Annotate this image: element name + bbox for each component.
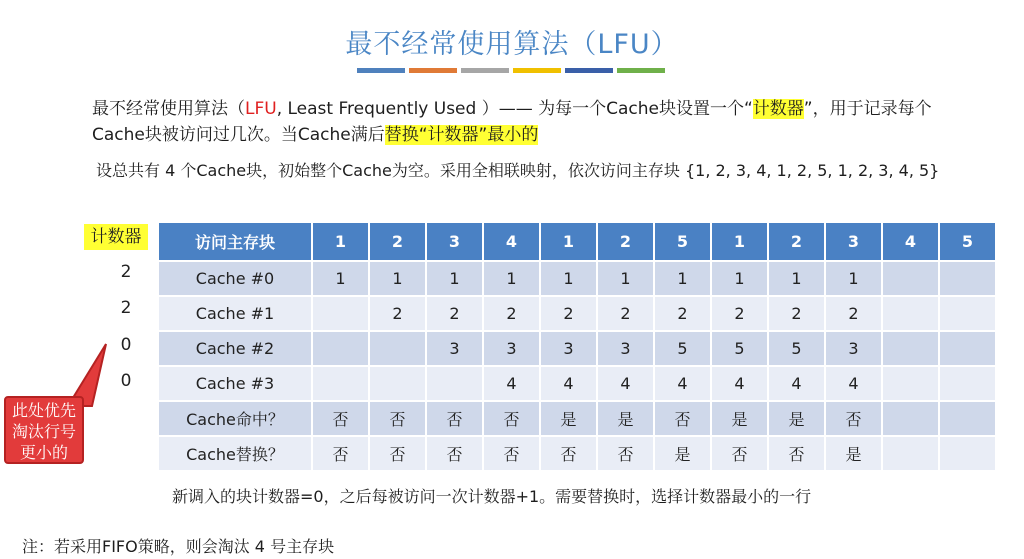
table-cell xyxy=(882,366,939,401)
table-cell: 2 xyxy=(369,296,426,331)
callout-note xyxy=(4,396,84,464)
table-cell: 2 xyxy=(768,296,825,331)
row-label: Cache #3 xyxy=(158,366,312,401)
header-access-1: 2 xyxy=(369,222,426,261)
title-bar-segment xyxy=(565,68,613,73)
fifo-note: 注：若采用FIFO策略，则会淘汰 4 号主存块 xyxy=(22,537,335,556)
table-cell xyxy=(939,331,996,366)
header-access-5: 2 xyxy=(597,222,654,261)
table-cell: 2 xyxy=(654,296,711,331)
row-label: Cache #2 xyxy=(158,331,312,366)
intro-replace-highlight: 替换“计数器”最小的 xyxy=(384,125,539,145)
table-cell: 否 xyxy=(825,401,882,436)
table-cell xyxy=(369,331,426,366)
table-cell xyxy=(882,436,939,471)
table-cell xyxy=(939,436,996,471)
table-cell: 2 xyxy=(540,296,597,331)
page-title: 最不经常使用算法（LFU） xyxy=(345,29,679,60)
row-label: Cache #1 xyxy=(158,296,312,331)
title-decoration xyxy=(357,68,665,73)
table-cell: 3 xyxy=(483,331,540,366)
table-cell: 2 xyxy=(711,296,768,331)
callout-line-2: 淘汰行号 xyxy=(11,422,76,441)
table-cell xyxy=(939,366,996,401)
counter-value-3: 0 xyxy=(120,371,132,391)
table-cell: 1 xyxy=(768,261,825,296)
table-cell: 3 xyxy=(426,331,483,366)
table-row xyxy=(158,296,996,331)
callout-line-1: 此处优先 xyxy=(11,401,76,420)
table-cell: 否 xyxy=(654,401,711,436)
header-access-9: 3 xyxy=(825,222,882,261)
title-bar-segment xyxy=(513,68,561,73)
table-cell: 1 xyxy=(654,261,711,296)
table-row xyxy=(158,401,996,436)
header-access-11: 5 xyxy=(939,222,996,261)
table-cell: 2 xyxy=(597,296,654,331)
table-cell xyxy=(939,401,996,436)
table-cell: 4 xyxy=(711,366,768,401)
intro-text-1: 最不经常使用算法（ xyxy=(92,99,245,119)
header-access-0: 1 xyxy=(312,222,369,261)
row-label: Cache #0 xyxy=(158,261,312,296)
table-cell: 1 xyxy=(483,261,540,296)
table-row xyxy=(158,261,996,296)
header-access-4: 1 xyxy=(540,222,597,261)
table-cell: 3 xyxy=(825,331,882,366)
title-bar-segment xyxy=(461,68,509,73)
counter-label: 计数器 xyxy=(84,224,148,250)
table-cell: 4 xyxy=(540,366,597,401)
table-cell xyxy=(882,401,939,436)
intro-counter-highlight: 计数器 xyxy=(752,99,804,119)
table-cell: 5 xyxy=(768,331,825,366)
table-cell: 否 xyxy=(711,436,768,471)
table-row xyxy=(158,436,996,471)
table-cell xyxy=(882,261,939,296)
callout-line-3: 更小的 xyxy=(19,443,68,462)
intro-paragraph xyxy=(92,96,972,148)
table-cell xyxy=(369,366,426,401)
table-cell: 2 xyxy=(426,296,483,331)
table-cell xyxy=(882,296,939,331)
header-access-10: 4 xyxy=(882,222,939,261)
setup-paragraph: 设总共有 4 个Cache块，初始整个Cache为空。采用全相联映射，依次访问主存块 {1, 2, 3, 4, 1, 2, 5, 1, 2, 3, 4, 5} xyxy=(96,161,940,180)
table-cell: 2 xyxy=(483,296,540,331)
table-cell: 是 xyxy=(540,401,597,436)
table-cell: 4 xyxy=(597,366,654,401)
table-cell: 否 xyxy=(597,436,654,471)
table-cell: 否 xyxy=(312,436,369,471)
table-cell: 1 xyxy=(540,261,597,296)
table-cell: 1 xyxy=(825,261,882,296)
table-cell: 是 xyxy=(654,436,711,471)
table-cell: 否 xyxy=(426,436,483,471)
table-cell: 3 xyxy=(540,331,597,366)
counter-value-1: 2 xyxy=(120,298,132,318)
intro-text-2: , Least Frequently Used ）—— 为每一个Cache块设置一个“ xyxy=(276,99,753,119)
table-cell: 1 xyxy=(597,261,654,296)
header-access-3: 4 xyxy=(483,222,540,261)
table-cell: 1 xyxy=(312,261,369,296)
table-cell: 4 xyxy=(768,366,825,401)
table-cell: 否 xyxy=(540,436,597,471)
table-cell xyxy=(312,331,369,366)
table-cell: 否 xyxy=(483,401,540,436)
header-access-7: 1 xyxy=(711,222,768,261)
table-cell: 4 xyxy=(825,366,882,401)
row-label: Cache替换？ xyxy=(158,436,312,471)
intro-lfu-abbr: LFU xyxy=(245,99,277,119)
table-row xyxy=(158,366,996,401)
table-cell: 1 xyxy=(426,261,483,296)
counter-rule-note: 新调入的块计数器=0，之后每被访问一次计数器+1。需要替换时，选择计数器最小的一行 xyxy=(172,487,812,506)
table-cell: 1 xyxy=(369,261,426,296)
row-label: Cache命中？ xyxy=(158,401,312,436)
table-cell xyxy=(426,366,483,401)
table-cell xyxy=(939,261,996,296)
table-cell xyxy=(312,366,369,401)
table-cell: 否 xyxy=(426,401,483,436)
title-bar-segment xyxy=(617,68,665,73)
cache-table xyxy=(157,221,997,472)
table-cell: 4 xyxy=(483,366,540,401)
table-cell: 否 xyxy=(312,401,369,436)
table-cell: 是 xyxy=(825,436,882,471)
table-cell: 5 xyxy=(654,331,711,366)
table-cell: 2 xyxy=(825,296,882,331)
table-cell: 否 xyxy=(768,436,825,471)
table-cell: 否 xyxy=(369,436,426,471)
intro-text-3: ”，用于记录每个Cache块被访问过几次。当Cache满后 xyxy=(92,99,932,145)
counter-value-0: 2 xyxy=(120,262,132,282)
table-cell xyxy=(312,296,369,331)
table-row xyxy=(158,331,996,366)
table-cell: 否 xyxy=(369,401,426,436)
table-cell: 是 xyxy=(711,401,768,436)
table-cell: 5 xyxy=(711,331,768,366)
table-cell: 是 xyxy=(597,401,654,436)
table-header-row xyxy=(158,222,996,261)
table-cell xyxy=(882,331,939,366)
table-cell: 3 xyxy=(597,331,654,366)
header-access-8: 2 xyxy=(768,222,825,261)
counter-value-2: 0 xyxy=(120,335,132,355)
title-bar-segment xyxy=(357,68,405,73)
table-cell: 4 xyxy=(654,366,711,401)
header-label: 访问主存块 xyxy=(158,222,312,261)
header-access-6: 5 xyxy=(654,222,711,261)
table-cell: 否 xyxy=(483,436,540,471)
table-cell: 是 xyxy=(768,401,825,436)
table-cell: 1 xyxy=(711,261,768,296)
title-bar-segment xyxy=(409,68,457,73)
header-access-2: 3 xyxy=(426,222,483,261)
table-cell xyxy=(939,296,996,331)
